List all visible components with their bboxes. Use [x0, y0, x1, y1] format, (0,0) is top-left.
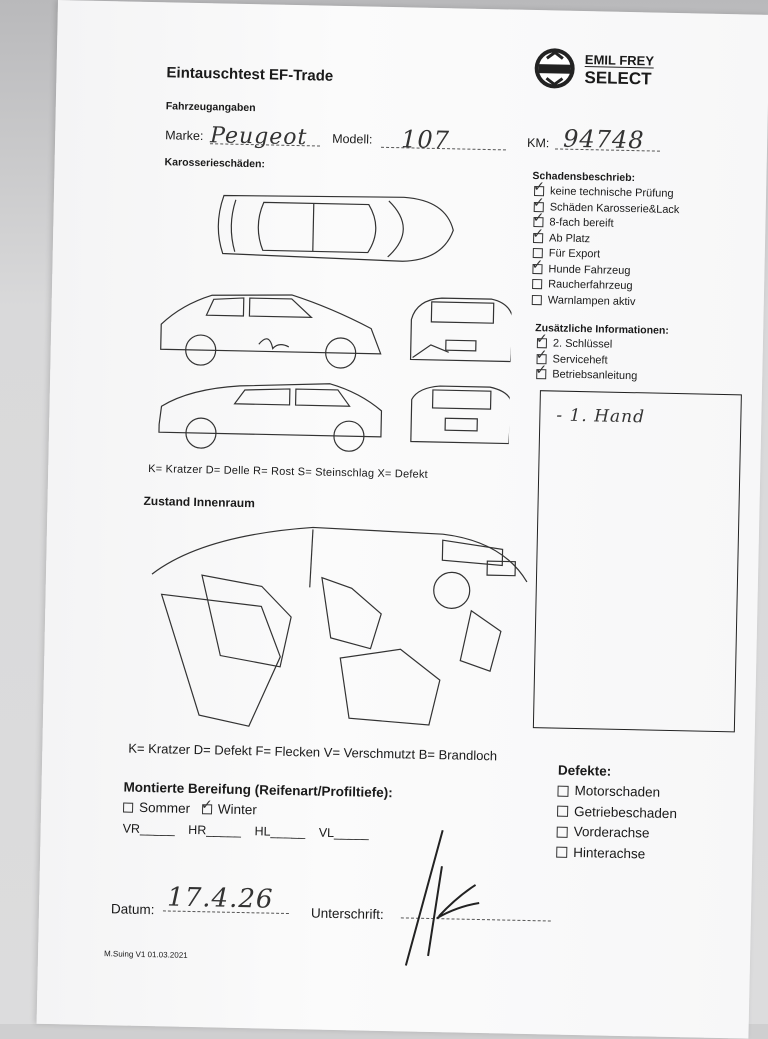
checkbox[interactable]	[532, 295, 542, 305]
defect-item-row[interactable]	[557, 803, 677, 826]
tread-vr-field[interactable]: VR_____	[122, 821, 175, 837]
form-footer: M.Suing V1 01.03.2021	[103, 949, 188, 960]
tread-hr-field[interactable]: HR_____	[188, 822, 242, 839]
checkbox[interactable]	[557, 827, 568, 838]
notes-value: - 1. Hand	[556, 405, 646, 428]
car-side-view-left	[159, 380, 382, 452]
car-top-view	[218, 193, 454, 262]
signature-mark	[378, 825, 511, 978]
additional-checklist	[536, 337, 638, 386]
damage-item-label: 8-fach bereift	[549, 216, 614, 230]
checkbox[interactable]	[536, 369, 546, 379]
damage-desc-label: Schadensbeschrieb:	[532, 169, 636, 185]
notes-box[interactable]	[533, 390, 742, 732]
checkbox[interactable]	[533, 233, 543, 243]
damage-item-label: Für Export	[548, 247, 601, 261]
damage-item-label: Raucherfahrzeug	[548, 278, 633, 293]
tread-hl-field[interactable]: HL_____	[254, 824, 306, 840]
interior-legend: K= Kratzer D= Defekt F= Flecken V= Verschmutzt B= Brandloch	[128, 740, 498, 764]
checkbox[interactable]	[557, 786, 568, 797]
defect-item-label: Getriebeschaden	[573, 803, 678, 821]
defect-item-row[interactable]	[557, 783, 677, 806]
logo-line1: EMIL FREY	[584, 51, 655, 68]
damage-item-label: Warnlampen aktiv	[547, 293, 636, 308]
checkbox-winter[interactable]	[202, 805, 212, 815]
body-damage-label: Karosserieschäden:	[164, 156, 266, 171]
model-value: 107	[400, 125, 451, 155]
make-label: Marke:	[165, 128, 204, 144]
tread-vl-field[interactable]: VL_____	[318, 825, 369, 841]
body-legend: K= Kratzer D= Delle R= Rost S= Steinschlag X= Defekt	[148, 462, 428, 481]
checkbox[interactable]	[532, 279, 542, 289]
checkbox[interactable]	[557, 806, 568, 817]
tread-depth-row	[123, 822, 369, 841]
damage-item-label: Hunde Fahrzeug	[548, 262, 631, 277]
date-field[interactable]	[163, 882, 290, 914]
defects-checklist	[556, 783, 678, 867]
date-value: 17.4.26	[166, 882, 274, 915]
tyre-summer-label: Sommer	[138, 799, 191, 816]
additional-item-label: Betriebsanleitung	[552, 368, 638, 383]
make-field[interactable]	[209, 123, 320, 151]
km-field[interactable]	[555, 124, 661, 155]
defect-item-label: Hinterachse	[573, 844, 646, 861]
car-body-diagram	[148, 174, 514, 471]
defect-item-label: Vorderachse	[573, 823, 650, 841]
additional-item-label: 2. Schlüssel	[552, 337, 613, 351]
tyre-winter-label: Winter	[217, 801, 258, 818]
interior-label: Zustand Innenraum	[143, 493, 255, 511]
model-label: Modell:	[332, 131, 373, 147]
additional-item-label: Serviceheft	[552, 352, 608, 367]
checkbox[interactable]	[532, 264, 542, 274]
logo-badge-icon	[532, 46, 577, 91]
car-side-view-right	[160, 292, 381, 369]
defects-label: Defekte:	[557, 762, 612, 779]
km-value: 94748	[562, 124, 645, 155]
signature-label: Unterschrift:	[310, 905, 384, 923]
checkbox[interactable]	[556, 847, 567, 858]
defect-item-row[interactable]	[556, 844, 676, 867]
tyres-label: Montierte Bereifung (Reifenart/Profiltiefe):	[123, 779, 393, 801]
checkbox-summer[interactable]	[123, 803, 133, 813]
km-label: KM:	[526, 135, 550, 151]
model-field[interactable]	[381, 125, 506, 155]
form-sheet	[37, 0, 768, 1039]
car-front-view	[411, 297, 514, 361]
additional-info-label: Zusätzliche Informationen:	[535, 322, 669, 337]
tyre-type-row	[123, 800, 257, 818]
damage-item-label: keine technische Prüfung	[549, 185, 674, 200]
logo-line2: SELECT	[584, 66, 654, 87]
make-value: Peugeot	[209, 123, 308, 151]
damage-item-label: Ab Platz	[549, 231, 591, 245]
defect-item-row[interactable]	[556, 824, 676, 847]
vehicle-section-label: Fahrzeugangaben	[165, 100, 256, 115]
date-label: Datum:	[110, 901, 155, 918]
form-title: Eintauschtest EF-Trade	[166, 64, 334, 85]
damage-checklist	[532, 185, 680, 312]
additional-item-row[interactable]	[536, 368, 637, 386]
interior-diagram	[139, 514, 534, 742]
damage-item-row[interactable]	[532, 293, 678, 312]
car-rear-view	[411, 385, 512, 443]
damage-item-label: Schäden Karosserie&Lack	[549, 200, 680, 216]
emil-frey-logo	[532, 46, 654, 93]
defect-item-label: Motorschaden	[574, 782, 661, 800]
